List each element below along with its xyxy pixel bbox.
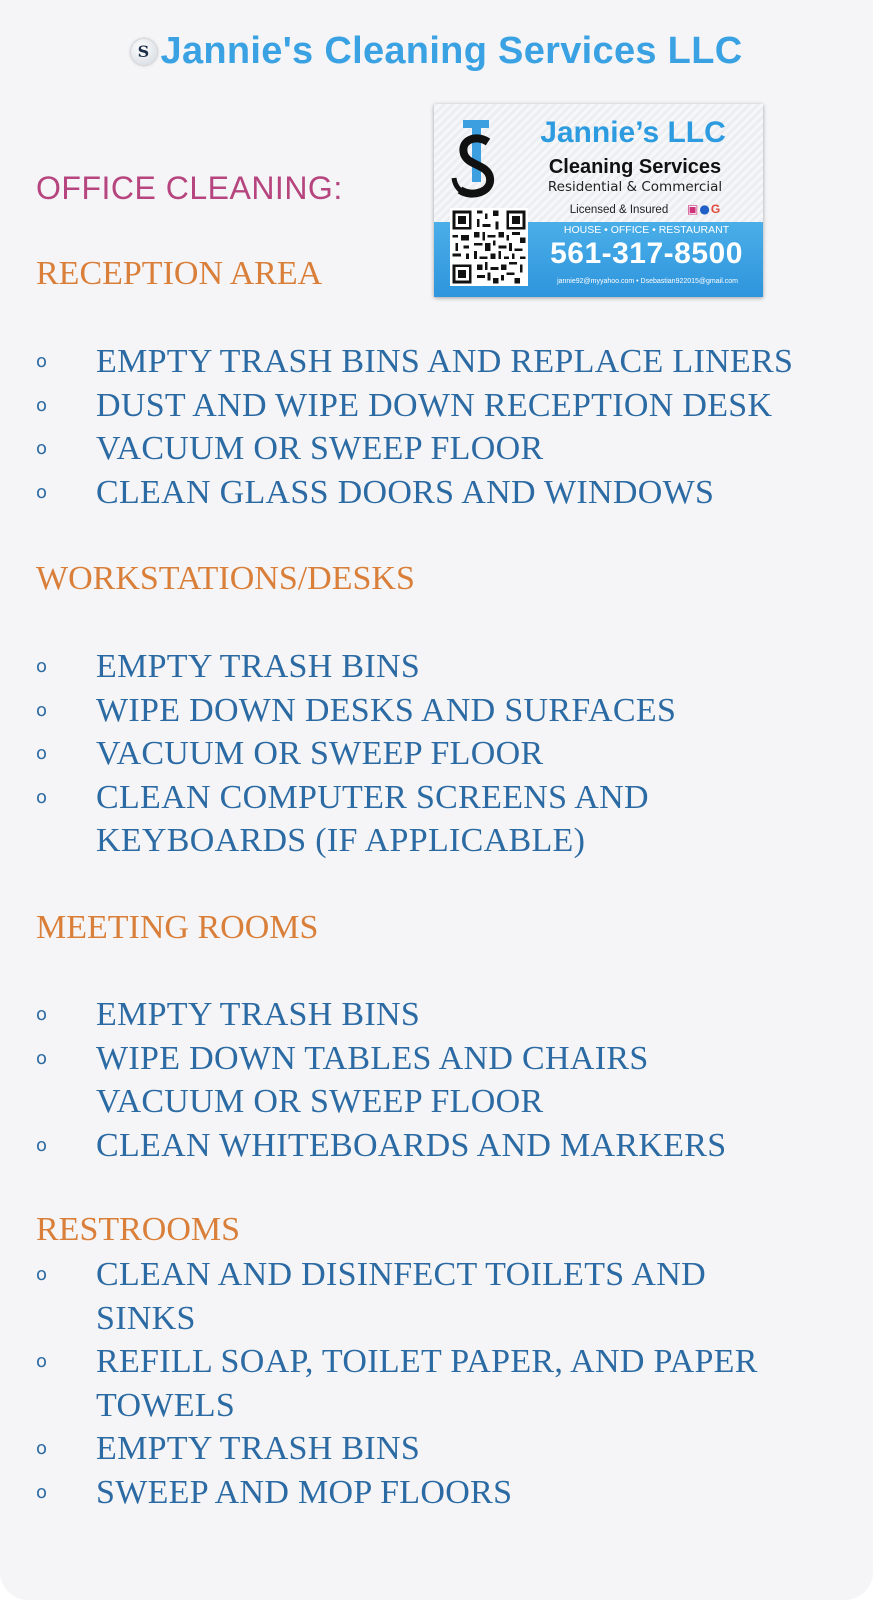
list-item-continuation: KEYBOARDS (IF APPLICABLE) (96, 822, 586, 859)
section-title-reception: RECEPTION AREA (36, 255, 323, 292)
section-list-meeting-rooms (0, 993, 873, 1167)
card-services: Cleaning Services (548, 156, 722, 178)
bullet-marker: o (36, 438, 48, 459)
list-item: o VACUUM OR SWEEP FLOOR (0, 732, 873, 776)
list-item: o VACUUM OR SWEEP FLOOR (0, 427, 873, 471)
bullet-marker: o (36, 394, 48, 416)
bullet-marker: o (36, 1004, 48, 1025)
bullet-marker: o (36, 481, 48, 503)
page-title: Jannie's Cleaning Services LLC (160, 30, 743, 72)
qr-code-icon (450, 208, 528, 286)
bullet-marker: o (36, 1351, 48, 1372)
section-list-reception (0, 340, 873, 514)
bullet-marker: o (36, 743, 48, 764)
bullet-marker: o (36, 1481, 48, 1503)
card-company-name: Jannie’s LLC (540, 116, 726, 149)
instagram-icon: ▣ (687, 202, 699, 216)
list-item: o CLEAN COMPUTER SCREENS AND (0, 776, 873, 820)
intro-heading: OFFICE CLEANING: (36, 170, 343, 206)
list-item: o CLEAN WHITEBOARDS AND MARKERS (0, 1124, 873, 1168)
bullet-marker: o (36, 1264, 48, 1285)
bullet-marker: o (36, 1134, 48, 1156)
list-item: o WIPE DOWN TABLES AND CHAIRS (0, 1037, 873, 1081)
card-emails: jannie92@myyahoo.com • Dsebastian922015@gmail.com (557, 278, 738, 285)
bullet-marker: o (36, 786, 48, 808)
bullet-marker: o (36, 351, 48, 372)
card-licensed: Licensed & Insured (569, 204, 669, 216)
section-list-workstations (0, 645, 873, 863)
list-item: o DUST AND WIPE DOWN RECEPTION DESK (0, 384, 873, 428)
list-item: o EMPTY TRASH BINS (0, 645, 873, 689)
section-title-meeting-rooms: MEETING ROOMS (36, 909, 319, 946)
list-item-continuation: SINKS (96, 1299, 196, 1337)
section-title-workstations: WORKSTATIONS/DESKS (36, 560, 415, 597)
list-item: o EMPTY TRASH BINS AND REPLACE LINERS (0, 340, 873, 384)
list-item: o WIPE DOWN DESKS AND SURFACES (0, 689, 873, 733)
list-item: o SWEEP AND MOP FLOORS (0, 1471, 873, 1515)
card-service-types: Residential & Commercial (547, 179, 723, 195)
list-item: o CLEAN AND DISINFECT TOILETS AND (0, 1253, 873, 1297)
card-categories: HOUSE • OFFICE • RESTAURANT (563, 224, 730, 236)
card-social-icons (687, 202, 721, 216)
bullet-marker: o (36, 1047, 48, 1069)
list-item-continuation: TOWELS (96, 1386, 236, 1424)
business-card (434, 104, 763, 297)
bullet-marker: o (36, 699, 48, 721)
list-item: o CLEAN GLASS DOORS AND WINDOWS (0, 471, 873, 515)
list-item: o EMPTY TRASH BINS (0, 1427, 873, 1471)
card-phone: 561-317-8500 (550, 237, 743, 270)
bullet-marker: o (36, 656, 48, 677)
list-item-continuation: VACUUM OR SWEEP FLOOR (96, 1083, 544, 1120)
list-item: o EMPTY TRASH BINS (0, 993, 873, 1037)
section-title-restrooms: RESTROOMS (36, 1211, 241, 1248)
google-icon: G (710, 202, 721, 216)
facebook-icon: ● (699, 202, 710, 216)
section-list-restrooms (0, 1253, 873, 1514)
page-header (0, 30, 873, 73)
list-item: o REFILL SOAP, TOILET PAPER, AND PAPER (0, 1340, 873, 1384)
js-logo-icon (448, 116, 512, 204)
company-logo-icon: S (131, 39, 157, 65)
bullet-marker: o (36, 1438, 48, 1459)
